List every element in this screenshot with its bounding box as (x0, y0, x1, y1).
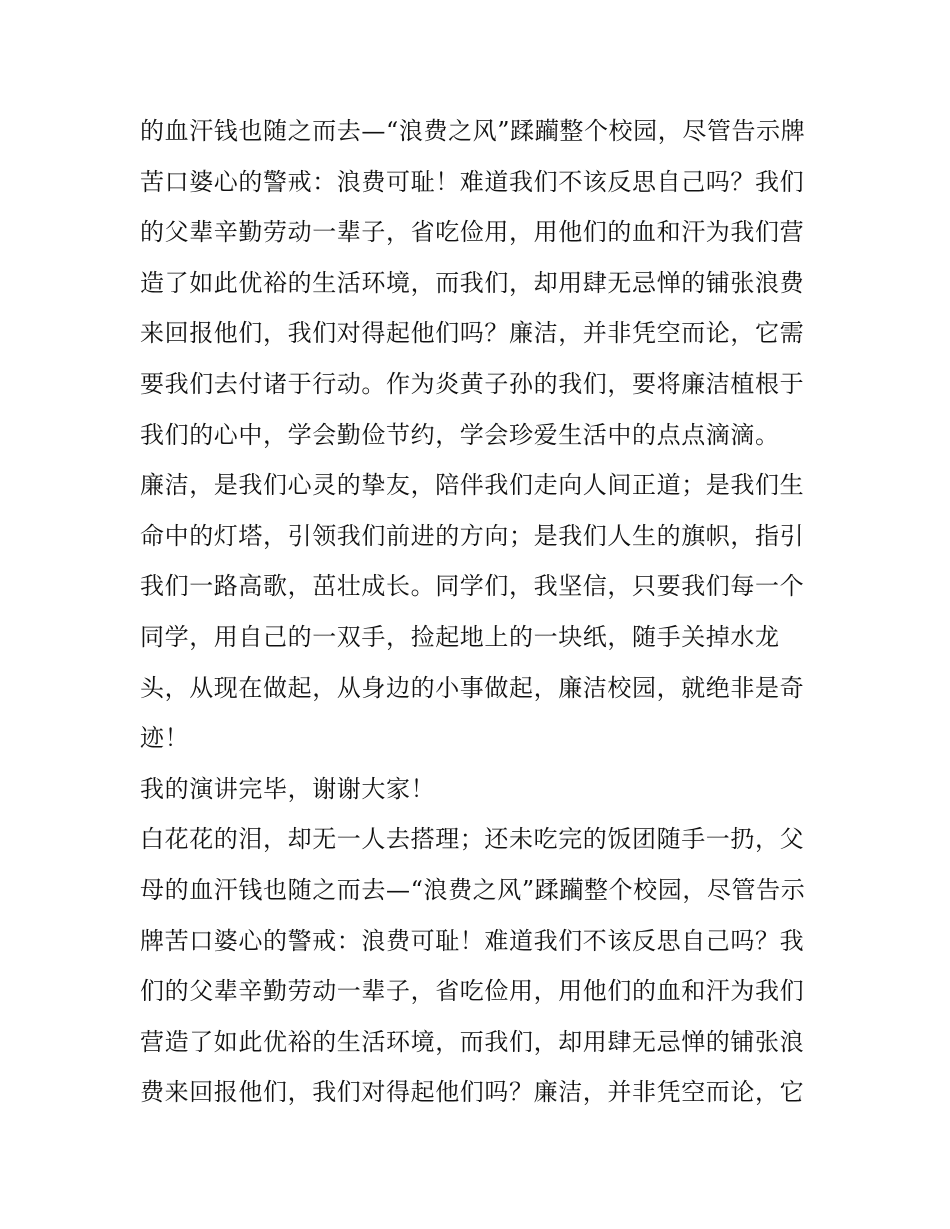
text-line: 我们的心中，学会勤俭节约，学会珍爱生活中的点点滴滴。 (140, 420, 780, 449)
text-line: 的父辈辛勤劳动一辈子，省吃俭用，用他们的血和汗为我们营 (140, 218, 805, 247)
text-line: 造了如此优裕的生活环境，而我们，却用肆无忌惮的铺张浪费 (140, 268, 805, 297)
text-line: 牌苦口婆心的警戒：浪费可耻！难道我们不该反思自己吗？我 (140, 926, 805, 955)
text-line: 营造了如此优裕的生活环境，而我们，却用肆无忌惮的铺张浪 (140, 1027, 805, 1056)
text-line: 迹！ (140, 724, 190, 753)
text-line: 同学，用自己的一双手，捡起地上的一块纸，随手关掉水龙 (140, 622, 780, 651)
body-text (140, 106, 820, 1118)
text-line: 母的血汗钱也随之而去—“浪费之风”蹂躏整个校园，尽管告示 (140, 875, 806, 904)
text-line: 费来回报他们，我们对得起他们吗？廉洁，并非凭空而论，它 (140, 1078, 805, 1107)
text-line: 命中的灯塔，引领我们前进的方向；是我们人生的旗帜，指引 (140, 521, 805, 550)
text-line: 们的父辈辛勤劳动一辈子，省吃俭用，用他们的血和汗为我们 (140, 977, 805, 1006)
text-line: 白花花的泪，却无一人去搭理；还未吃完的饭团随手一扔，父 (140, 825, 805, 854)
text-line: 来回报他们，我们对得起他们吗？廉洁，并非凭空而论，它需 (140, 319, 805, 348)
text-line: 苦口婆心的警戒：浪费可耻！难道我们不该反思自己吗？我们 (140, 167, 805, 196)
text-line: 廉洁，是我们心灵的挚友，陪伴我们走向人间正道；是我们生 (140, 471, 805, 500)
text-line: 的血汗钱也随之而去—“浪费之风”蹂躏整个校园，尽管告示牌 (140, 117, 806, 145)
closing-line: 我的演讲完毕，谢谢大家！ (140, 774, 436, 803)
text-line: 头，从现在做起，从身边的小事做起，廉洁校园，就绝非是奇 (140, 673, 805, 702)
text-line: 要我们去付诸于行动。作为炎黄子孙的我们，要将廉洁植根于 (140, 369, 805, 398)
text-line: 我们一路高歌，茁壮成长。同学们，我坚信，只要我们每一个 (140, 572, 805, 601)
